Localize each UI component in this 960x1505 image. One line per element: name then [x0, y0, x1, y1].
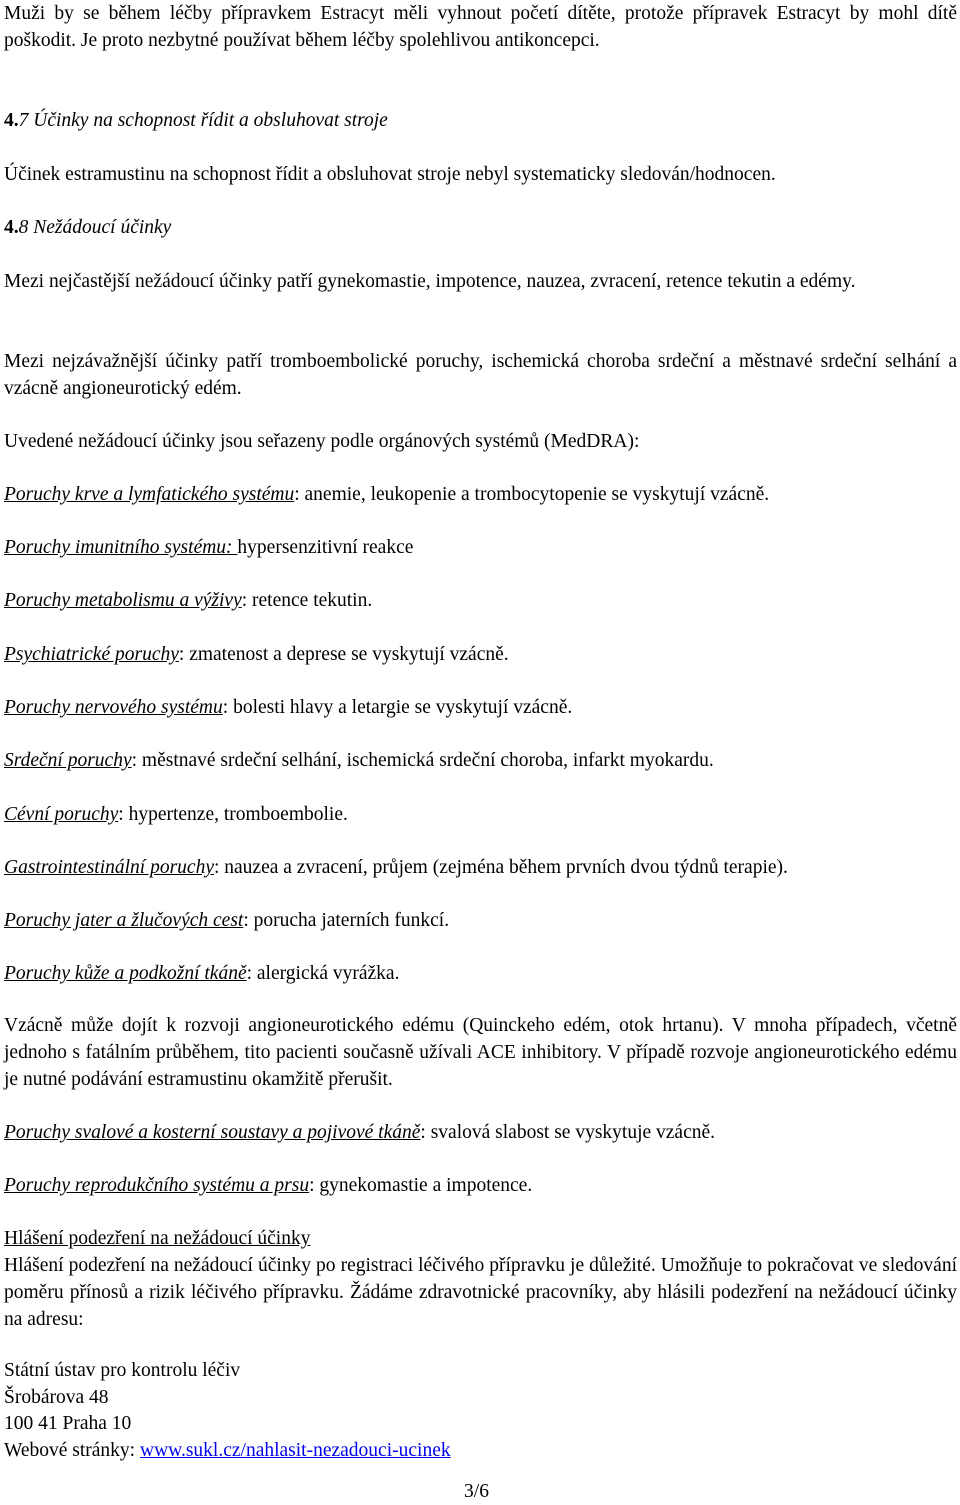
soc2-separator: :	[309, 1175, 315, 1196]
soc-text: bolesti hlavy a letargie se vyskytují vzácně.	[228, 697, 573, 718]
section-4-8-heading	[4, 214, 171, 241]
soc-separator: :	[178, 644, 185, 665]
soc-separator: :	[294, 484, 300, 505]
soc-label: Poruchy nervového systému	[4, 697, 223, 718]
soc2-label: Poruchy reprodukčního systému a prsu	[4, 1175, 310, 1196]
soc-item	[4, 747, 714, 774]
soc-text: hypersenzitivní reakce	[237, 537, 414, 558]
common-effects-paragraph: Mezi nejčastější nežádoucí účinky patří gynekomastie, impotence, nauzea, zvracení, retence tekutin a edémy.	[4, 271, 856, 292]
soc-item	[4, 694, 572, 721]
soc-label: Srdeční poruchy	[4, 750, 132, 771]
web-label: Webové stránky:	[4, 1440, 140, 1461]
soc-separator: :	[131, 750, 138, 771]
soc-text: anemie, leukopenie a trombocytopenie se vyskytují vzácně.	[299, 484, 770, 505]
section-4-8-title: 8 Nežádoucí účinky	[18, 217, 172, 238]
soc2-label: Poruchy svalové a kosterní soustavy a pojivové tkáně	[4, 1122, 421, 1143]
soc2-text: svalová slabost se vyskytuje vzácně.	[425, 1122, 716, 1143]
soc-separator: :	[118, 804, 124, 825]
soc-item	[4, 587, 372, 614]
soc-text: nauzea a zvracení, průjem (zejména během prvních dvou týdnů terapie).	[219, 857, 788, 878]
intro-paragraph: Muži by se během léčby přípravkem Estracyt měli vyhnout početí dítěte, protože přípravek Estracyt by mohl dítě poškodit. Je proto nezbytné používat během léčby spolehlivou antikoncepci.	[4, 3, 957, 51]
soc-label: Poruchy imunitního systému:	[4, 537, 238, 558]
soc-separator: :	[241, 590, 248, 611]
soc-text: městnavé srdeční selhání, ischemická srdeční choroba, infarkt myokardu.	[137, 750, 714, 771]
angioedema-paragraph: Vzácně může dojít k rozvoji angioneurotického edému (Quinckeho edém, otok hrtanu). V mnoha případech, včetně jednoho s fatálním průběhem, tito pacienti současně užívali ACE inhibitory. V případě rozvoje angioneurotického edému je nutné podávání estramustinu okamžitě přerušit.	[4, 1015, 957, 1090]
soc2-separator: :	[420, 1122, 426, 1143]
serious-effects-paragraph: Mezi nejzávažnější účinky patří tromboembolické poruchy, ischemická choroba srdeční a městnavé srdeční selhání a vzácně angioneurotický edém.	[4, 351, 957, 399]
page-number: 3/6	[464, 1481, 489, 1502]
section-4-7-title: 7 Účinky na schopnost řídit a obsluhovat stroje	[18, 110, 388, 131]
section-4-8-number: 4.	[4, 217, 19, 238]
address-line-2: Šrobárova 48	[4, 1387, 109, 1408]
soc-text: porucha jaterních funkcí.	[248, 910, 450, 931]
soc-separator: :	[243, 910, 249, 931]
soc-label: Poruchy metabolismu a výživy	[4, 590, 242, 611]
soc-label: Cévní poruchy	[4, 804, 119, 825]
section-4-7-number: 4.	[4, 110, 19, 131]
soc-item	[4, 534, 413, 561]
soc-separator: :	[246, 963, 253, 984]
soc-text: retence tekutin.	[247, 590, 373, 611]
soc2-item	[4, 1172, 532, 1199]
web-link[interactable]: www.sukl.cz/nahlasit-nezadouci-ucinek	[139, 1440, 451, 1461]
soc-item	[4, 641, 509, 668]
soc-label: Psychiatrické poruchy	[4, 644, 179, 665]
soc-separator: :	[213, 857, 220, 878]
soc-label: Poruchy krve a lymfatického systému	[4, 484, 295, 505]
soc-item	[4, 960, 399, 987]
address-web-line	[4, 1437, 451, 1464]
soc-item	[4, 481, 769, 508]
soc2-text: gynekomastie a impotence.	[314, 1175, 533, 1196]
soc-item	[4, 907, 449, 934]
soc-item	[4, 801, 348, 828]
address-line-1: Státní ústav pro kontrolu léčiv	[4, 1360, 241, 1381]
soc2-item	[4, 1119, 715, 1146]
section-4-7-heading	[4, 107, 388, 134]
soc-separator: :	[222, 697, 229, 718]
soc-label: Gastrointestinální poruchy	[4, 857, 214, 878]
soc-label: Poruchy jater a žlučových cest	[4, 910, 244, 931]
soc-label: Poruchy kůže a podkožní tkáně	[4, 963, 247, 984]
soc-text: alergická vyrážka.	[252, 963, 400, 984]
report-heading: Hlášení podezření na nežádoucí účinky	[4, 1228, 311, 1249]
section-4-7-text: Účinek estramustinu na schopnost řídit a obsluhovat stroje nebyl systematicky sledován/hodnocen.	[4, 164, 776, 185]
soc-text: zmatenost a deprese se vyskytují vzácně.	[184, 644, 509, 665]
report-paragraph: Hlášení podezření na nežádoucí účinky po registraci léčivého přípravku je důležité. Umožňuje to pokračovat ve sledování poměru přínosů a rizik léčivého přípravku. Žádáme zdravotnické pracovníky, aby hlásili podezření na nežádoucí účinky na adresu:	[4, 1255, 957, 1330]
address-line-3: 100 41 Praha 10	[4, 1413, 132, 1434]
meddra-intro: Uvedené nežádoucí účinky jsou seřazeny podle orgánových systémů (MedDRA):	[4, 431, 640, 452]
soc-item	[4, 854, 788, 881]
soc-text: hypertenze, tromboembolie.	[123, 804, 348, 825]
